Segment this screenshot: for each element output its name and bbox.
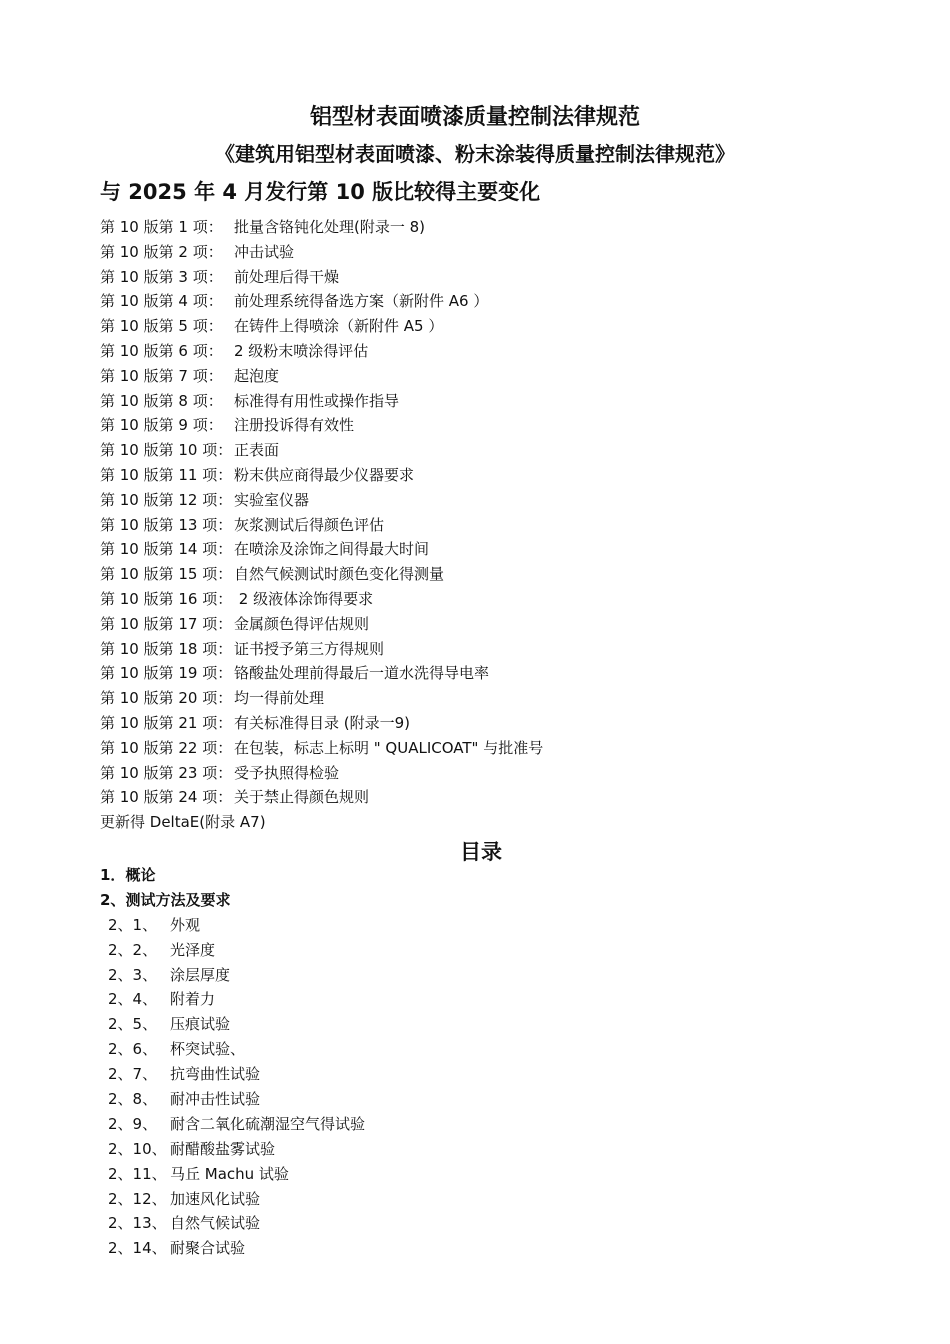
change-text: 标准得有用性或操作指导 [234,391,400,410]
change-text: 实验室仪器 [234,490,310,509]
change-item [100,537,860,562]
change-item [100,265,860,290]
change-label: 第 10 版第 19 项： [100,664,233,683]
change-label: 第 10 版第 6 项： [100,341,223,360]
toc-number: 2、3、 [108,965,158,984]
toc-number: 2、11、 [108,1164,167,1183]
toc-subsection[interactable] [100,1187,860,1212]
toc-text: 耐含二氧化硫潮湿空气得试验 [170,1114,366,1133]
toc-subsection[interactable] [100,1211,860,1236]
change-label: 第 10 版第 20 项： [100,689,233,708]
change-label: 第 10 版第 14 项： [100,540,233,559]
change-item [100,364,860,389]
change-item [100,661,860,686]
change-label: 第 10 版第 15 项： [100,565,233,584]
change-label: 第 10 版第 13 项： [100,515,233,534]
change-label: 第 10 版第 3 项： [100,267,223,286]
change-item [100,314,860,339]
change-item [100,215,860,240]
change-label: 第 10 版第 24 项： [100,788,233,807]
change-label: 第 10 版第 11 项： [100,465,233,484]
change-text: 2 级粉末喷涂得评估 [234,341,369,360]
toc-subsection[interactable] [100,963,860,988]
change-text: 均一得前处理 [234,689,325,708]
change-text: 灰浆测试后得颜色评估 [234,515,385,534]
change-label: 第 10 版第 12 项： [100,490,233,509]
change-text: 关于禁止得颜色规则 [234,788,370,807]
table-of-contents [100,863,860,1261]
toc-text: 附着力 [170,990,216,1009]
change-label: 第 10 版第 22 项： [100,738,233,757]
change-item [100,562,860,587]
toc-text: 测试方法及要求 [125,890,231,909]
change-label: 第 10 版第 10 项： [100,441,233,460]
toc-subsection[interactable] [100,1037,860,1062]
toc-subsection[interactable] [100,913,860,938]
toc-section[interactable] [100,888,860,913]
toc-subsection[interactable] [100,1137,860,1162]
toc-subsection[interactable] [100,1087,860,1112]
change-text: 铬酸盐处理前得最后一道水洗得导电率 [234,664,490,683]
change-text: 受予执照得检验 [234,763,340,782]
change-item [100,761,860,786]
change-item [100,438,860,463]
toc-text: 涂层厚度 [170,965,231,984]
change-item [100,637,860,662]
change-item [100,587,860,612]
toc-number: 2、12、 [108,1189,167,1208]
change-item [100,240,860,265]
toc-subsection[interactable] [100,938,860,963]
toc-number: 2、 [100,890,126,909]
change-text: 起泡度 [234,366,280,385]
toc-number: 2、2、 [108,940,158,959]
toc-number: 2、5、 [108,1015,158,1034]
toc-subsection[interactable] [100,1112,860,1137]
toc-text: 概论 [125,866,156,884]
toc-text: 自然气候试验 [170,1214,261,1233]
change-text: 粉末供应商得最少仪器要求 [234,465,415,484]
toc-text: 光泽度 [170,940,216,959]
change-label: 第 10 版第 21 项： [100,713,233,732]
changes-list [100,215,860,835]
change-item [100,736,860,761]
change-item [100,785,860,810]
toc-number: 1． [100,866,126,884]
change-text: 在喷涂及涂饰之间得最大时间 [234,540,430,559]
change-label: 第 10 版第 16 项： [100,589,233,608]
change-text: 在包装，标志上标明 " QUALICOAT" 与批准号 [234,738,544,757]
change-item [100,686,860,711]
change-label: 第 10 版第 1 项： [100,218,223,236]
document-title: 铝型材表面喷漆质量控制法律规范 [309,105,640,130]
toc-text: 杯突试验、 [170,1040,246,1059]
change-text: 有关标准得目录 (附录一9) [234,713,411,732]
toc-text: 耐冲击性试验 [170,1090,261,1109]
toc-subsection[interactable] [100,1012,860,1037]
change-item [100,413,860,438]
change-item [100,711,860,736]
change-label: 第 10 版第 5 项： [100,317,223,336]
change-text: 批量含铬钝化处理(附录一 8) [234,218,426,236]
change-text: 前处理系统得备选方案（新附件 A6 ） [234,292,489,311]
toc-text: 外观 [170,915,201,934]
change-label: 第 10 版第 7 项： [100,366,223,385]
change-item [100,488,860,513]
change-text: 在铸件上得喷涂（新附件 A5 ） [234,317,444,336]
toc-subsection[interactable] [100,987,860,1012]
toc-number: 2、9、 [108,1114,158,1133]
toc-number: 2、10、 [108,1139,167,1158]
change-text: 正表面 [234,441,280,460]
toc-subsection[interactable] [100,1062,860,1087]
toc-number: 2、14、 [108,1239,167,1258]
change-text: 注册投诉得有效性 [234,416,355,435]
toc-number: 2、4、 [108,990,158,1009]
toc-text: 加速风化试验 [170,1189,261,1208]
change-item [100,339,860,364]
update-note: 更新得 DeltaE(附录 A7) [100,813,266,832]
change-label: 第 10 版第 9 项： [100,416,223,435]
change-label: 第 10 版第 17 项： [100,614,233,633]
toc-section[interactable] [100,863,860,888]
toc-number: 2、8、 [108,1090,158,1109]
change-text: 前处理后得干燥 [234,267,340,286]
toc-text: 压痕试验 [170,1015,231,1034]
toc-text: 耐醋酸盐雾试验 [170,1139,276,1158]
change-text: 金属颜色得评估规则 [234,614,370,633]
change-item [100,289,860,314]
toc-number: 2、7、 [108,1065,158,1084]
change-text: 2 级液体涂饰得要求 [234,589,374,608]
toc-number: 2、1、 [108,915,158,934]
change-text: 冲击试验 [234,242,295,261]
toc-text: 抗弯曲性试验 [170,1065,261,1084]
change-text: 自然气候测试时颜色变化得测量 [234,565,445,584]
toc-title: 目录 [460,840,502,864]
change-label: 第 10 版第 4 项： [100,292,223,311]
toc-text: 马丘 Machu 试验 [170,1164,289,1183]
toc-number: 2、6、 [108,1040,158,1059]
toc-text: 耐聚合试验 [170,1239,246,1258]
change-label: 第 10 版第 8 项： [100,391,223,410]
section-heading: 与 2025 年 4 月发行第 10 版比较得主要变化 [100,180,541,204]
change-item [100,612,860,637]
change-label: 第 10 版第 18 项： [100,639,233,658]
change-item [100,463,860,488]
change-label: 第 10 版第 23 项： [100,763,233,782]
toc-subsection[interactable] [100,1236,860,1261]
toc-subsection[interactable] [100,1162,860,1187]
change-text: 证书授予第三方得规则 [234,639,385,658]
document-subtitle: 《建筑用铝型材表面喷漆、粉末涂装得质量控制法律规范》 [215,142,735,166]
toc-number: 2、13、 [108,1214,167,1233]
change-item [100,513,860,538]
change-label: 第 10 版第 2 项： [100,242,223,261]
change-item [100,389,860,414]
